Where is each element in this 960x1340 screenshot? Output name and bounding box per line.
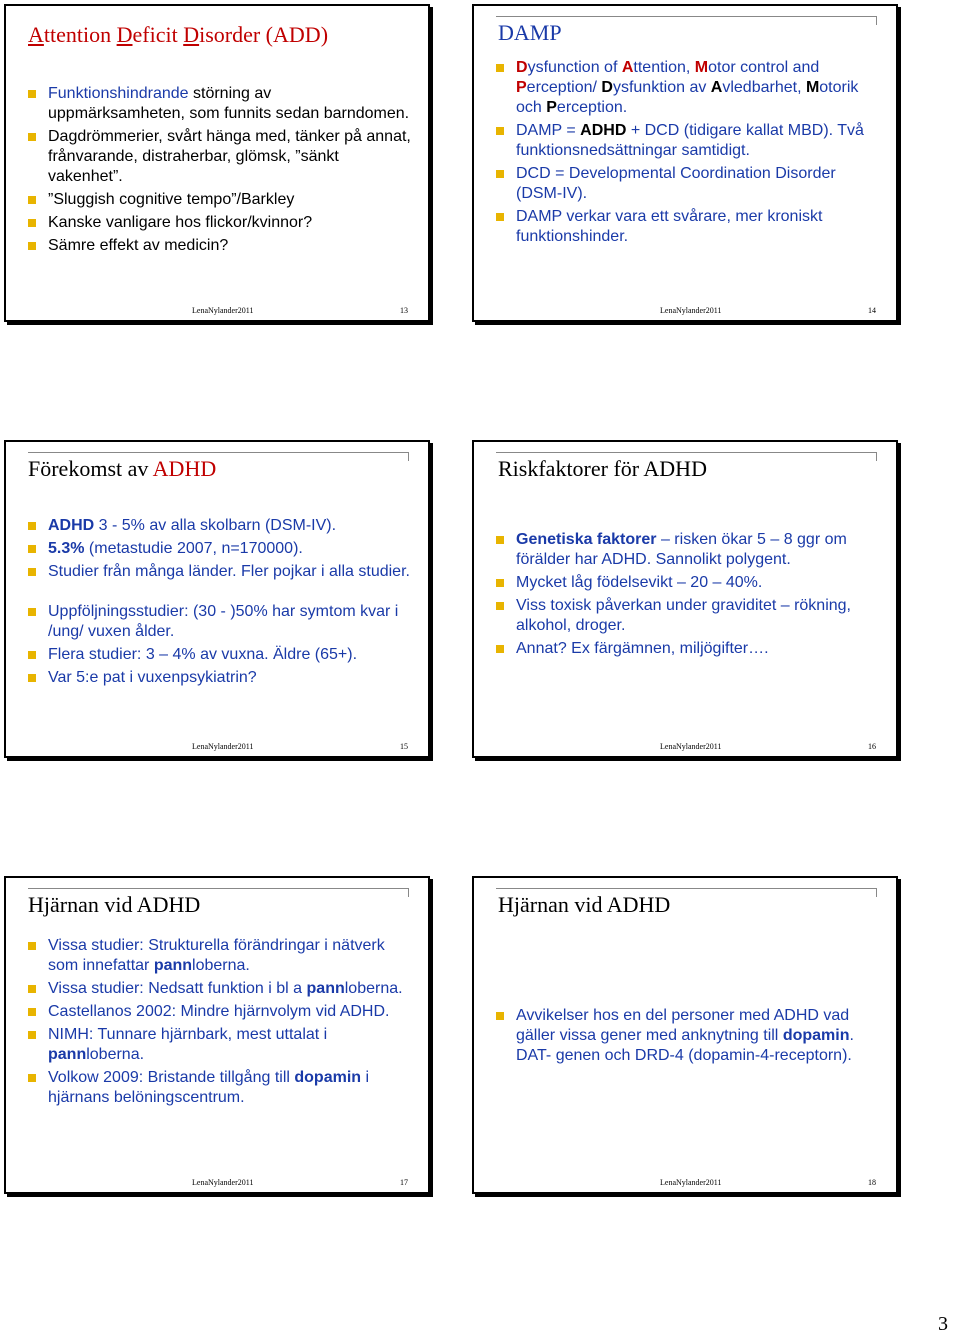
- text-run: Studier från många länder. Fler pojkar i alla studier.: [48, 563, 410, 580]
- slide-title: [28, 22, 328, 48]
- text-run: M: [805, 79, 820, 96]
- bullet-item: [496, 207, 880, 247]
- text-run: Var 5:e pat i vuxenpsykiatrin?: [48, 669, 257, 686]
- text-run: störning av uppmärksamheten, som funnits sedan barndomen.: [48, 85, 410, 122]
- text-run: Volkow 2009: Bristande tillgång till: [48, 1069, 295, 1086]
- text-run: DAMP =: [516, 122, 581, 139]
- bullet-square-icon: [28, 651, 36, 659]
- bullet-square-icon: [496, 213, 504, 221]
- text-run: ysfunktion av: [612, 79, 711, 96]
- bullet-item: [496, 573, 880, 593]
- text-run: Hjärnan vid ADHD: [498, 892, 671, 917]
- bullet-square-icon: [28, 90, 36, 98]
- text-run: otor control and: [708, 59, 820, 76]
- bullet-square-icon: [28, 568, 36, 576]
- footer-author: LenaNylander2011: [192, 1178, 254, 1187]
- bullet-item: [496, 121, 880, 161]
- text-run: dopamin: [693, 1047, 755, 1064]
- text-run: otorik och: [516, 79, 859, 116]
- slide-18: [472, 876, 898, 1194]
- bullet-square-icon: [28, 522, 36, 530]
- bullet-square-icon: [496, 64, 504, 72]
- bullet-item: [28, 1068, 412, 1108]
- text-run: + DCD (tidigare kallat MBD). Två funktionsnedsättningar samtidigt.: [516, 122, 864, 159]
- text-run: Vissa studier: Nedsatt funktion i bl a: [48, 980, 307, 997]
- text-run: eficit: [132, 22, 184, 47]
- bullet-list: [28, 516, 412, 691]
- bullet-square-icon: [496, 602, 504, 610]
- text-run: pann: [48, 1046, 87, 1063]
- text-run: ): [320, 22, 329, 47]
- text-run: Flera studier: 3 – 4% av vuxna. Äldre (65+).: [48, 646, 358, 663]
- bullet-square-icon: [28, 1008, 36, 1016]
- bullet-list: [496, 58, 880, 250]
- text-run: loberna.: [86, 1046, 145, 1063]
- text-run: D: [183, 22, 200, 47]
- bullet-list: [28, 84, 412, 259]
- slide-title: [28, 892, 200, 918]
- text-run: DAMP: [498, 20, 562, 45]
- text-run: Kanske vanligare hos flickor/kvinnor?: [48, 214, 313, 231]
- bullet-square-icon: [28, 942, 36, 950]
- text-run: DCD = Developmental Coordination Disorder (DSM-IV).: [516, 165, 836, 202]
- bullet-square-icon: [496, 536, 504, 544]
- text-run: loberna.: [192, 957, 250, 974]
- bullet-item: [28, 236, 412, 256]
- text-run: . DAT- genen och DRD-4 (: [516, 1027, 854, 1064]
- bullet-square-icon: [496, 127, 504, 135]
- text-run: vledbarhet,: [722, 79, 806, 96]
- footer-author: LenaNylander2011: [192, 306, 254, 315]
- slide-13: [4, 4, 430, 322]
- text-run: A: [28, 22, 44, 47]
- text-run: ”Sluggish cognitive tempo”/Barkley: [48, 191, 295, 208]
- text-run: i hjärnans belöningscentrum.: [48, 1069, 370, 1106]
- text-run: dopamin: [782, 1027, 850, 1044]
- text-run: Castellanos 2002: Mindre hjärnvolym vid ADHD.: [48, 1003, 390, 1020]
- bullet-square-icon: [28, 608, 36, 616]
- text-run: pann: [153, 957, 193, 974]
- text-run: loberna.: [344, 980, 403, 997]
- text-run: Vissa studier: Strukturella förändringar i nätverk som innefattar: [48, 937, 385, 974]
- slide-title: [498, 892, 670, 918]
- text-run: Mycket låg födelsevikt – 20 – 40%.: [516, 574, 763, 591]
- footer-author: LenaNylander2011: [660, 742, 722, 751]
- bullet-item: [28, 562, 412, 582]
- slide-title: [28, 456, 216, 482]
- bullet-item: [28, 516, 412, 536]
- bullet-square-icon: [28, 674, 36, 682]
- footer-slide-number: 18: [868, 1178, 876, 1187]
- text-run: Funktionshindrande: [48, 85, 189, 102]
- text-run: 3 - 5% av alla skolbarn (DSM-IV).: [94, 517, 337, 534]
- text-run: -4-receptorn).: [754, 1047, 852, 1064]
- text-run: D: [601, 79, 613, 96]
- bullet-list: [496, 1006, 880, 1069]
- bullet-square-icon: [28, 133, 36, 141]
- bullet-item: [28, 645, 412, 665]
- footer-slide-number: 16: [868, 742, 876, 751]
- bullet-square-icon: [28, 545, 36, 553]
- bullet-item: [28, 936, 412, 976]
- text-run: pann: [306, 980, 345, 997]
- slide-title: [498, 20, 562, 46]
- text-run: Genetiska faktorer: [516, 531, 657, 548]
- text-run: erception/: [526, 79, 602, 96]
- bullet-square-icon: [496, 170, 504, 178]
- bullet-item: [28, 213, 412, 233]
- text-run: A: [621, 59, 634, 76]
- bullet-item: [496, 164, 880, 204]
- text-run: Hjärnan vid ADHD: [28, 892, 201, 917]
- bullet-square-icon: [496, 1012, 504, 1020]
- bullet-item: [28, 668, 412, 688]
- text-run: – risken ökar 5 – 8 ggr om förälder har ADHD. Sannolikt polygent.: [516, 531, 847, 568]
- bullet-item: [28, 1002, 412, 1022]
- text-run: ADHD: [152, 456, 217, 481]
- bullet-square-icon: [28, 1031, 36, 1039]
- page-number: 3: [938, 1313, 948, 1335]
- text-run: Dagdrömmerier, svårt hänga med, tänker på annat, frånvarande, distraherbar, glömsk, ”sänkt vakenhet”.: [48, 128, 411, 185]
- text-run: ttention,: [633, 59, 695, 76]
- bullet-item: [496, 530, 880, 570]
- text-run: erception.: [556, 99, 628, 116]
- text-run: P: [516, 79, 527, 96]
- bullet-item: [496, 639, 880, 659]
- footer-author: LenaNylander2011: [192, 742, 254, 751]
- bullet-item: [28, 1025, 412, 1065]
- slide-15: [4, 440, 430, 758]
- bullet-item: [496, 58, 880, 118]
- bullet-square-icon: [28, 196, 36, 204]
- slide-title: [498, 456, 707, 482]
- text-run: (metastudie 2007, n=170000).: [84, 540, 303, 557]
- footer-author: LenaNylander2011: [660, 306, 722, 315]
- bullet-square-icon: [496, 645, 504, 653]
- bullet-square-icon: [28, 985, 36, 993]
- bullet-item: [28, 84, 412, 124]
- bullet-item: [28, 190, 412, 210]
- bullet-item: [28, 979, 412, 999]
- footer-slide-number: 14: [868, 306, 876, 315]
- text-run: isorder (: [199, 22, 274, 47]
- text-run: Uppföljningsstudier: (30 - )50% har symtom kvar i /ung/ vuxen ålder.: [48, 603, 399, 640]
- text-run: ysfunction of: [527, 59, 622, 76]
- footer-slide-number: 15: [400, 742, 408, 751]
- text-run: dopamin: [294, 1069, 362, 1086]
- text-run: Avvikelser hos en del personer med ADHD vad gäller vissa gener med anknytning till: [516, 1007, 850, 1044]
- text-run: NIMH: Tunnare hjärnbark, mest uttalat i: [48, 1026, 328, 1043]
- text-run: D: [116, 22, 133, 47]
- text-run: Förekomst av: [28, 456, 153, 481]
- text-run: P: [546, 99, 557, 116]
- text-run: ADHD: [580, 122, 627, 139]
- bullet-item: [28, 539, 412, 559]
- slide-16: [472, 440, 898, 758]
- footer-author: LenaNylander2011: [660, 1178, 722, 1187]
- slide-17: [4, 876, 430, 1194]
- bullet-item: [496, 596, 880, 636]
- text-run: A: [710, 79, 723, 96]
- text-run: M: [694, 59, 709, 76]
- list-gap: [28, 585, 412, 599]
- text-run: ADHD: [48, 517, 95, 534]
- text-run: Viss toxisk påverkan under graviditet – rökning, alkohol, droger.: [516, 597, 851, 634]
- bullet-item: [28, 127, 412, 187]
- bullet-square-icon: [28, 242, 36, 250]
- text-run: ttention: [43, 22, 117, 47]
- bullet-square-icon: [28, 219, 36, 227]
- bullet-square-icon: [28, 1074, 36, 1082]
- footer-slide-number: 13: [400, 306, 408, 315]
- slide-14: [472, 4, 898, 322]
- text-run: Annat? Ex färgämnen, miljögifter….: [516, 640, 769, 657]
- text-run: ADD: [273, 22, 321, 47]
- bullet-list: [28, 936, 412, 1111]
- text-run: D: [516, 59, 528, 76]
- text-run: Riskfaktorer för ADHD: [498, 456, 707, 481]
- text-run: 5.3%: [48, 540, 85, 557]
- footer-slide-number: 17: [400, 1178, 408, 1187]
- text-run: DAMP verkar vara ett svårare, mer kroniskt funktionshinder.: [516, 208, 823, 245]
- bullet-list: [496, 530, 880, 662]
- text-run: Sämre effekt av medicin?: [48, 237, 229, 254]
- bullet-item: [496, 1006, 880, 1066]
- bullet-square-icon: [496, 579, 504, 587]
- bullet-item: [28, 602, 412, 642]
